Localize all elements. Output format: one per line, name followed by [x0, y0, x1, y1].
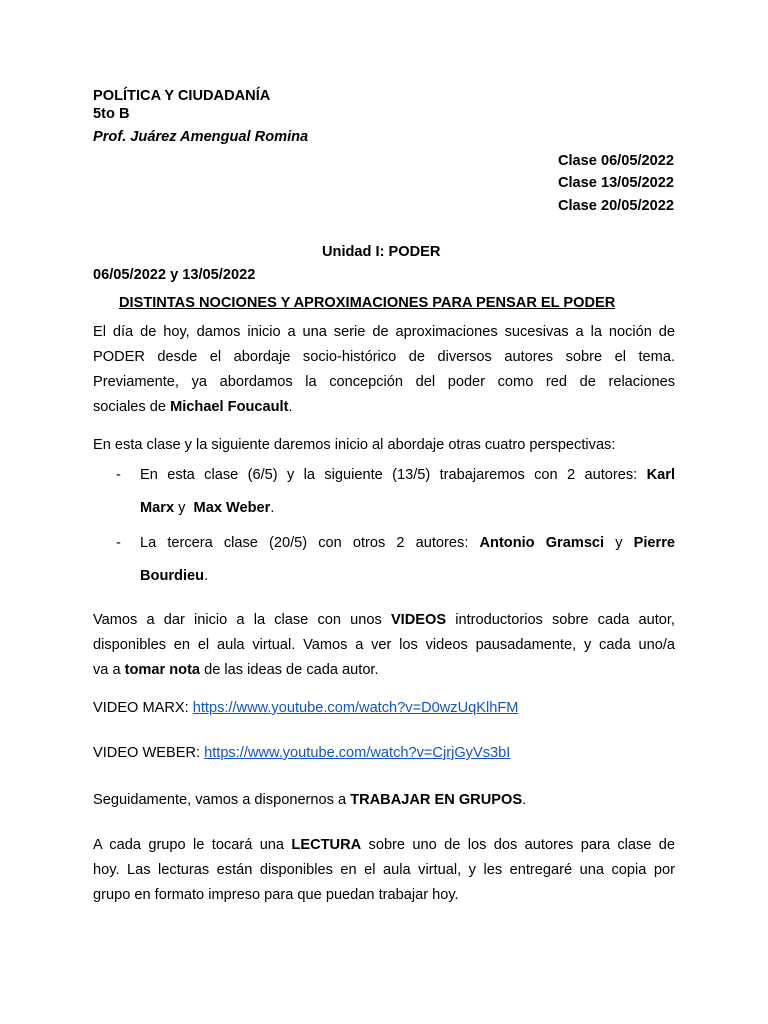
teacher-name: Prof. Juárez Amengual Romina — [93, 129, 309, 145]
bullet-dash-2: - — [116, 535, 121, 551]
groups-post: . — [522, 792, 527, 808]
trabajar-grupos-bold: TRABAJAR EN GRUPOS — [350, 792, 523, 808]
videos-line-1-pre: Vamos a dar inicio a la clase con unos — [93, 612, 391, 628]
bullet-2-line-1 — [140, 533, 675, 553]
bullet-2-mid: y — [604, 535, 634, 551]
bourdieu-name: Bourdieu — [140, 568, 205, 584]
groups-paragraph — [93, 790, 526, 810]
tomar-nota-bold: tomar nota — [124, 662, 201, 678]
bullet-2-pre: La tercera clase (20/5) con otros 2 autores: — [140, 535, 480, 551]
foucault-name: Michael Foucault — [170, 399, 289, 415]
videos-line-1 — [93, 608, 675, 633]
class-date-3: Clase 20/05/2022 — [557, 198, 674, 214]
video-marx-link[interactable]: https://www.youtube.com/watch?v=D0wzUqKlhFM — [192, 700, 519, 716]
video-weber-link[interactable]: https://www.youtube.com/watch?v=CjrjGyVs3bI — [204, 745, 511, 761]
intro-line-4 — [93, 395, 675, 420]
section-dates: 06/05/2022 y 13/05/2022 — [93, 267, 256, 283]
video-marx-row — [93, 698, 518, 718]
reading-line-1-pre: A cada grupo le tocará una — [93, 837, 292, 853]
intro-line-4-post: . — [288, 399, 293, 415]
section-heading: DISTINTAS NOCIONES Y APROXIMACIONES PARA PENSAR EL PODER — [119, 295, 616, 311]
bullet-2-line-2 — [140, 566, 208, 586]
subject-title: POLÍTICA Y CIUDADANÍA — [93, 88, 271, 104]
intro-line-1: El día de hoy, damos inicio a una serie de aproximaciones sucesivas a la noción de — [93, 324, 675, 340]
reading-paragraph — [93, 833, 675, 908]
lectura-bold: LECTURA — [291, 837, 362, 853]
gramsci-name: Antonio Gramsci — [479, 535, 605, 551]
reading-line-1 — [93, 833, 675, 858]
video-weber-label: VIDEO WEBER: — [93, 745, 205, 761]
reading-line-2: hoy. Las lecturas están disponibles en el aula virtual, y les entregaré una copia por — [93, 862, 675, 878]
intro-line-2: PODER desde el abordaje socio-histórico de diversos autores sobre el tema. — [93, 349, 675, 365]
bullet-1-mid: y — [174, 500, 194, 516]
marx-name: Marx — [140, 500, 175, 516]
reading-line-1-post: sobre uno de los dos autores para clase de — [361, 837, 675, 853]
course-label: 5to B — [93, 106, 130, 122]
weber-name: Max Weber — [193, 500, 271, 516]
bullet-1-line-1 — [140, 465, 675, 485]
reading-line-3: grupo en formato impreso para que puedan trabajar hoy. — [93, 887, 459, 903]
bullet-dash-1: - — [116, 467, 121, 483]
videos-line-2: disponibles en el aula virtual. Vamos a ver los videos pausadamente, y cada uno/a — [93, 637, 675, 653]
class-date-1: Clase 06/05/2022 — [557, 153, 674, 169]
videos-line-1-post: introductorios sobre cada autor, — [446, 612, 675, 628]
groups-pre: Seguidamente, vamos a disponernos a — [93, 792, 351, 808]
intro-line-4-pre: sociales de — [93, 399, 171, 415]
intro-line-3: Previamente, ya abordamos la concepción del poder como red de relaciones — [93, 374, 675, 390]
bullet-1-pre: En esta clase (6/5) y la siguiente (13/5) trabajaremos con 2 autores: — [140, 467, 647, 483]
bullet-1-line-2 — [140, 498, 274, 518]
videos-line-3-post: de las ideas de cada autor. — [200, 662, 379, 678]
video-weber-row — [93, 743, 510, 763]
pierre-name: Pierre — [633, 535, 675, 551]
videos-bold: VIDEOS — [390, 612, 447, 628]
bullet-2-post: . — [204, 568, 209, 584]
intro-paragraph — [93, 320, 675, 420]
videos-paragraph — [93, 608, 675, 683]
videos-line-3-pre: va a — [93, 662, 125, 678]
perspectives-intro: En esta clase y la siguiente daremos inicio al abordaje otras cuatro perspectivas: — [93, 437, 616, 453]
unit-title: Unidad I: PODER — [322, 244, 441, 260]
bullet-1-post: . — [270, 500, 275, 516]
karl-name: Karl — [646, 467, 675, 483]
videos-line-3 — [93, 658, 675, 683]
video-marx-label: VIDEO MARX: — [93, 700, 193, 716]
class-date-2: Clase 13/05/2022 — [557, 175, 674, 191]
